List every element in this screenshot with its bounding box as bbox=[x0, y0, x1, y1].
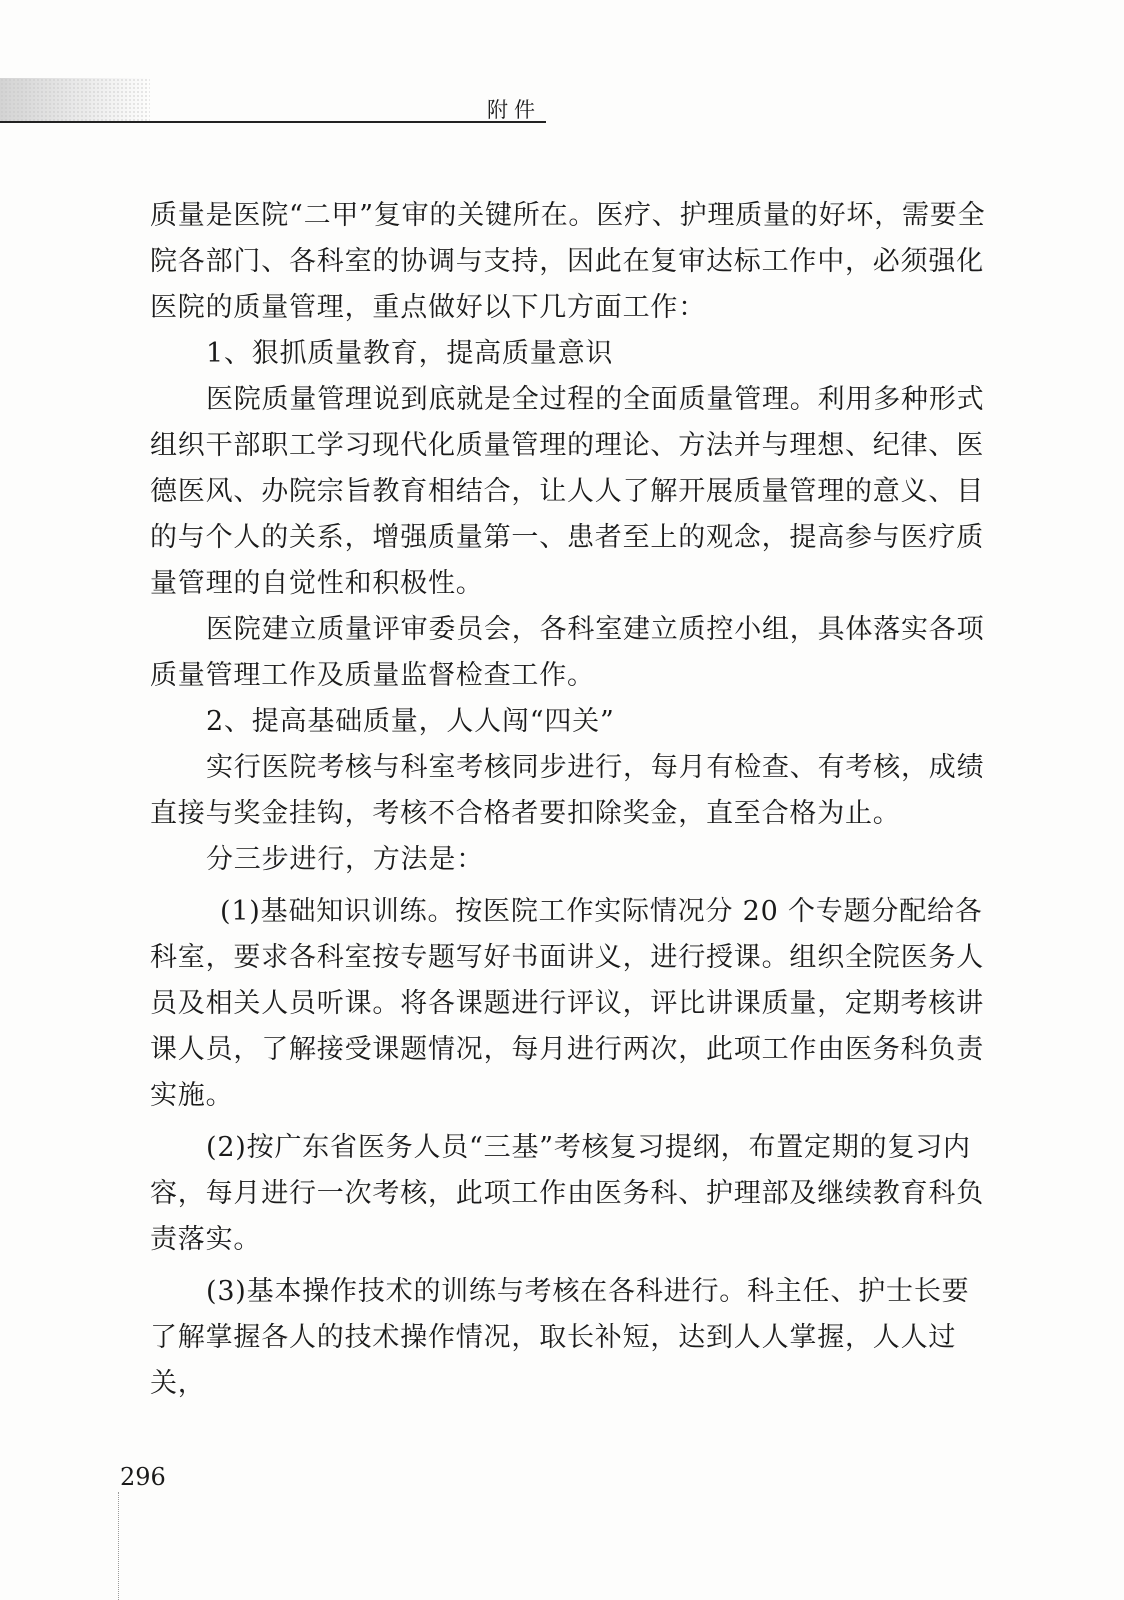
list-item-step-2: (2)按广东省医务人员“三基”考核复习提纲，布置定期的复习内容，每月进行一次考核，此项工作由医务科、护理部及继续教育科负责落实。 bbox=[150, 1132, 984, 1255]
list-item-step-3: (3)基本操作技术的训练与考核在各科进行。科主任、护士长要了解掌握各人的技术操作情况，取长补短，达到人人掌握，人人过关， bbox=[150, 1276, 970, 1399]
paragraph-intro: 质量是医院“二甲”复审的关键所在。医疗、护理质量的好坏，需要全院各部门、各科室的协调与支持，因此在复审达标工作中，必须强化医院的质量管理，重点做好以下几方面工作： bbox=[150, 200, 986, 323]
paragraph-three-steps: 分三步进行，方法是： bbox=[206, 844, 484, 875]
paragraph-committee: 医院建立质量评审委员会，各科室建立质控小组，具体落实各项质量管理工作及质量监督检查工作。 bbox=[150, 614, 985, 691]
scan-shading bbox=[0, 78, 150, 122]
section-heading-2: 2、提高基础质量，人人闯“四关” bbox=[206, 706, 615, 737]
page-header-title: 附件 bbox=[487, 98, 541, 122]
body-text bbox=[150, 193, 988, 1407]
list-item-step-1: (1)基础知识训练。按医院工作实际情况分 20 个专题分配给各科室，要求各科室按专题写好书面讲义，进行授课。组织全院医务人员及相关人员听课。将各课题进行评议，评比讲课质量，定期考核讲课人员，了解接受课题情况，每月进行两次，此项工作由医务科负责实施。 bbox=[150, 896, 984, 1111]
section-heading-1: 1、狠抓质量教育，提高质量意识 bbox=[206, 338, 614, 369]
scan-edge-mark bbox=[118, 1492, 120, 1600]
paragraph-quality-management: 医院质量管理说到底就是全过程的全面质量管理。利用多种形式组织干部职工学习现代化质量管理的理论、方法并与理想、纪律、医德医风、办院宗旨教育相结合，让人人了解开展质量管理的意义、目的与个人的关系，增强质量第一、患者至上的观念，提高参与医疗质量管理的自觉性和积极性。 bbox=[150, 384, 985, 599]
page-number: 296 bbox=[120, 1463, 166, 1491]
paragraph-assessment: 实行医院考核与科室考核同步进行，每月有检查、有考核，成绩直接与奖金挂钩，考核不合格者要扣除奖金，直至合格为止。 bbox=[150, 752, 985, 829]
header-rule bbox=[0, 121, 546, 123]
